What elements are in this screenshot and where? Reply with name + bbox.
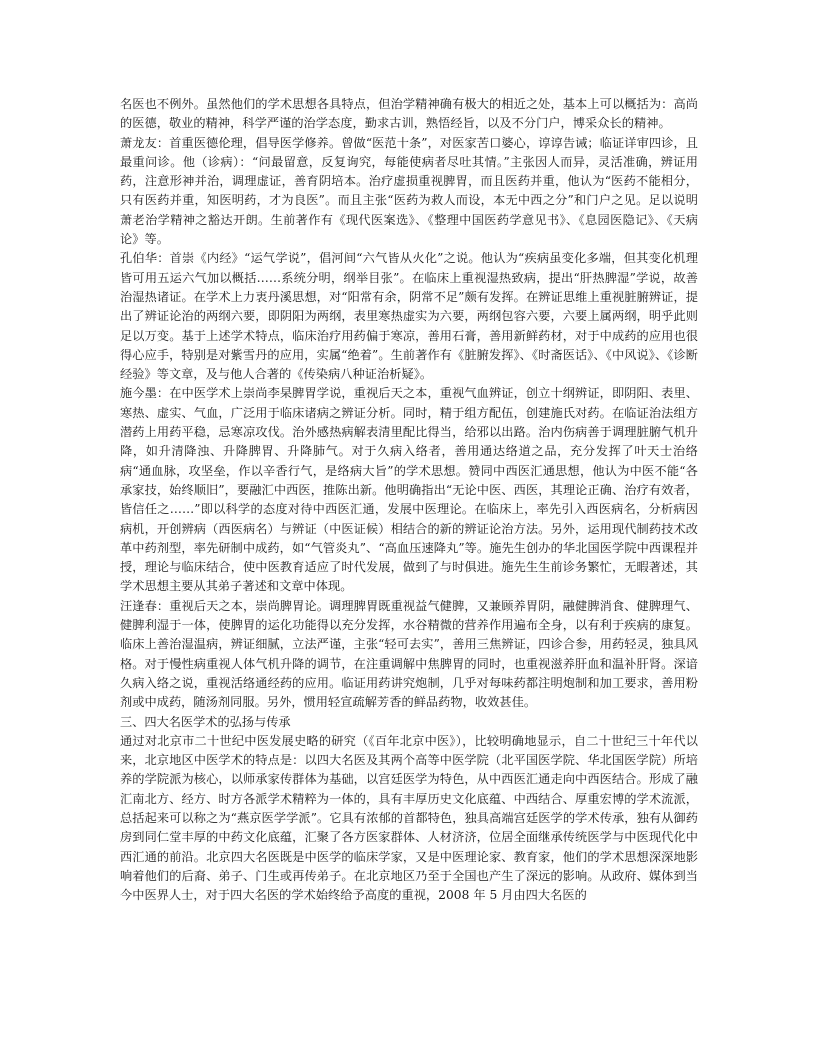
intro-paragraph: 名医也不例外。虽然他们的学术思想各具特点，但治学精神确有极大的相近之处，基本上可以概括为：高尚的医德，敬业的精神，科学严谨的治学态度，勤求古训，熟悟经旨，以及不分门户，博采众长的精神。 bbox=[120, 97, 698, 131]
kong-bohua-paragraph: 孔伯华：首崇《内经》“运气学说”，倡河间“六气皆从火化”之说。他认为“疾病虽变化多端，但其变化机理皆可用五运六气加以概括……系统分明，纲举目张”。在临床上重视湿热致病，提出“肝热脾湿”学说，故善治湿热诸证。在学术上力衷丹溪思想，对“阳常有余，阴常不足”颇有发挥。在辨证思维上重视脏腑辨证，提出了辨证论治的两纲六要，即阴阳为两纲，表里寒热虚实为六要，两纲包容六要，六要上属两纲，明乎此则足以万变。基于上述学术特点，临床治疗用药偏于寒凉，善用石膏，善用新鲜药材，对于中成药的应用也很得心应手，特别是对紫雪丹的应用，实属“绝着”。生前著作有《脏腑发挥》、《时斋医话》、《中风说》、《诊断经验》等文章，及与他人合著的《传染病八种证治析疑》。 bbox=[120, 251, 698, 382]
document-page bbox=[120, 95, 698, 905]
shi-jinmo-paragraph: 施今墨：在中医学术上崇尚李杲脾胃学说，重视后天之本，重视气血辨证，创立十纲辨证，即阴阳、表里、寒热、虚实、气血，广泛用于临床诸病之辨证分析。同时，精于组方配伍，创建施氏对药。在临证治法组方潜药上用药平稳，忌寒凉攻伐。治外感热病解表清里配比得当，给邪以出路。治内伤病善于调理脏腑气机升降，如升清降浊、升降脾胃、升降肺气。对于久病入络者，善用通达络道之品，充分发挥了叶天士治络病“通血脉，攻坚垒，作以辛香行气，是络病大旨”的学术思想。赞同中西医汇通思想，他认为中医不能“各承家技，始终顺旧”，要融汇中西医，推陈出新。他明确指出“无论中医、西医，其理论正确、治疗有效者，皆信任之……”即以科学的态度对待中西医汇通，发展中医理论。在临床上，率先引入西医病名，分析病因病机，开创辨病（西医病名）与辨证（中医证候）相结合的新的辨证论治方法。另外，运用现代制药技术改革中药剂型，率先研制中成药，如“气管炎丸”、“高血压速降丸”等。施先生创办的华北国医学院中西课程并授，理论与临床结合，使中医教育适应了时代发展，做到了与时俱进。施先生生前诊务繁忙，无暇著述，其学术思想主要从其弟子著述和文章中体现。 bbox=[120, 386, 698, 594]
section-heading: 三、四大名医学术的弘扬与传承 bbox=[120, 714, 291, 729]
wang-fengchun-paragraph: 汪逢春：重视后天之本，崇尚脾胃论。调理脾胃既重视益气健脾，又兼顾养胃阴，融健脾消食、健脾理气、健脾利湿于一体，使脾胃的运化功能得以充分发挥，水谷精微的营养作用遍布全身，以有利于疾病的康复。临床上善治湿温病，辨证细腻，立法严谨，主张“轻可去实”，善用三焦辨证，四诊合参，用药轻灵，独具风格。对于慢性病重视人体气机升降的调节，在注重调解中焦脾胃的同时，也重视滋养肝血和温补肝肾。深谙久病入络之说，重视活络通经药的应用。临证用药讲究炮制，几乎对每味药都注明炮制和加工要求，善用粉剂或中成药，随汤剂同服。另外，惯用轻宣疏解芳香的鲜品药物，收效甚佳。 bbox=[120, 598, 698, 710]
xiao-longyou-paragraph: 萧龙友：首重医德伦理，倡导医学修养。曾做“医范十条”，对医家苦口婆心，谆谆告诫；临证详审四诊，且最重问诊。他（诊病）：“问最留意，反复询究，每能使病者尽吐其情。”主张因人而异，灵活准确，辨证用药，注意形神并治，调理虚证，善育阴培本。治疗虚损重视脾胃，而且医药并重，他认为“医药不能相分，只有医药并重，知医明药，才为良医”。而且主张“医药为救人而设，本无中西之分”和门户之见。足以说明萧老治学精神之豁达开朗。生前著作有《现代医案选》、《整理中国医药学意见书》、《息园医隐记》、《天病论》等。 bbox=[120, 135, 698, 247]
heritage-paragraph: 通过对北京市二十世纪中医发展史略的研究（《百年北京中医》），比较明确地显示，自二十世纪三十年代以来，北京地区中医学术的特点是：以四大名医及其两个高等中医学院（北平国医学院、华北国医学院）所培养的学院派为核心，以师承家传群体为基础，以宫廷医学为特色，从中西医汇通走向中西医结合。形成了融汇南北方、经方、时方各派学术精粹为一体的，具有丰厚历史文化底蕴、中西结合、厚重宏博的学术流派，总括起来可以称之为“燕京医学学派”。它具有浓郁的首都特色，独具高端宫廷医学的学术传承，独有从御药房到同仁堂丰厚的中药文化底蕴，汇聚了各方医家群体、人材济济，位居全面继承传统医学与中医现代化中西汇通的前沿。北京四大名医既是中医学的临床学家，又是中医理论家、教育家，他们的学术思想深深地影响着他们的后裔、弟子、门生或再传弟子。在北京地区乃至于全国也产生了深远的影响。从政府、媒体到当今中医界人士，对于四大名医的学术始终给予高度的重视，2008 年 5 月由四大名医的 bbox=[120, 733, 698, 903]
